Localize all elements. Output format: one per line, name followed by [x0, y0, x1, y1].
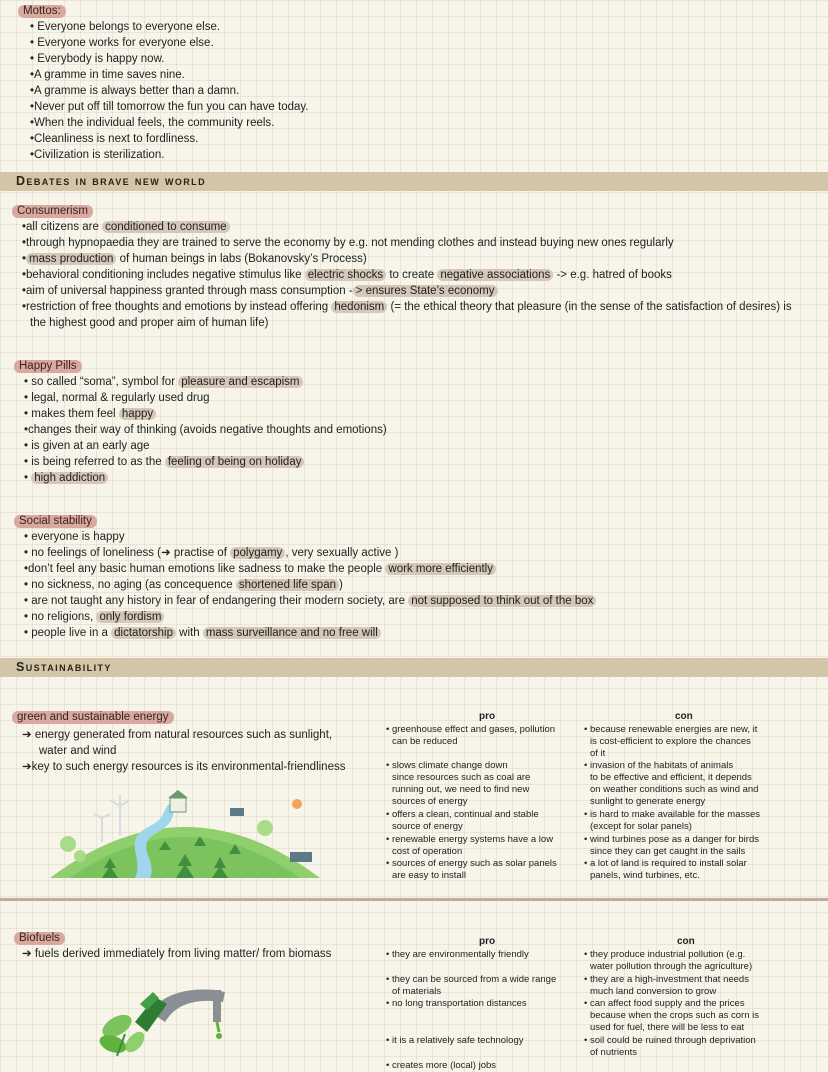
motto-item: •A gramme in time saves nine. [30, 69, 185, 81]
social-stability-item: • no feelings of loneliness (➜ practise of polygamy , very sexually active ) [24, 547, 399, 559]
mottos-tag: Mottos: [18, 5, 66, 18]
happy-pills-item: • makes them feel happy [24, 407, 156, 422]
happy-pills-item: • high addiction [24, 471, 108, 486]
biofuels-pro-item: • they can be sourced from a wide range of materials [386, 974, 557, 997]
green-energy-tag: green and sustainable energy [12, 711, 174, 724]
green-con-item: • a lot of land is required to install solar panels, wind turbines, etc. [584, 858, 747, 881]
biofuels-con-item: • they are a high-investment that needs much land conversion to grow [584, 974, 749, 997]
green-pro-item: • slows climate change down since resources such as coal are running out, we need to find new sources of energy [386, 760, 531, 807]
social-stability-item: • are not taught any history in fear of endangering their modern society, are not supposed to think out of the box [24, 594, 596, 609]
happy-pills-item: •changes their way of thinking (avoids negative thoughts and emotions) [24, 424, 387, 436]
motto-item: •Cleanliness is next to fordliness. [30, 133, 199, 145]
green-energy-illustration [40, 786, 330, 881]
motto-item: •Civilization is sterilization. [30, 149, 165, 161]
social-stability-item: •don’t feel any basic human emotions like sadness to make the people work more efficiently [24, 562, 496, 577]
green-pro-item: • renewable energy systems have a low cost of operation [386, 834, 554, 857]
biofuels-con-item: • they produce industrial pollution (e.g. water pollution through the agriculture) [584, 949, 753, 972]
green-pro-heading: pro [479, 711, 496, 722]
biofuels-pro-item: • it is a relatively safe technology [386, 1035, 524, 1046]
happy-pills-item: • so called “soma”, symbol for pleasure and escapism [24, 375, 303, 390]
section-divider [0, 898, 828, 901]
consumerism-item: •aim of universal happiness granted through mass consumption - > ensures State’s economy [22, 284, 498, 299]
green-energy-desc-cont: water and wind [39, 745, 117, 757]
green-pro-item: • offers a clean, continual and stable source of energy [386, 809, 539, 832]
social-stability-tag: Social stability [14, 515, 97, 528]
consumerism-item: •all citizens are conditioned to consume [22, 220, 230, 235]
section-header-debates: Debates in brave new world [0, 172, 828, 191]
motto-item: •Never put off till tomorrow the fun you can have today. [30, 101, 309, 113]
biofuels-pro-item: • no long transportation distances [386, 998, 527, 1009]
happy-pills-item: • legal, normal & regularly used drug [24, 392, 210, 404]
motto-item: • Everyone belongs to everyone else. [30, 21, 221, 33]
social-stability-item: • no sickness, no aging (as concequence shortened life span ) [24, 579, 343, 591]
biofuels-pro-item: • creates more (local) jobs [386, 1060, 497, 1071]
consumerism-item-cont: the highest good and proper aim of human life) [30, 317, 269, 329]
biofuels-con-heading: con [677, 936, 695, 947]
biofuels-pro-heading: pro [479, 936, 496, 947]
consumerism-item: •through hypnopaedia they are trained to serve the economy by e.g. not mending clothes and instead buying new ones regularly [22, 237, 674, 249]
green-con-item: • because renewable energies are new, it is cost-efficient to explore the chances of it [584, 724, 758, 759]
green-con-item: • invasion of the habitats of animals to be effective and efficient, it depends on weather conditions such as wind and sunlight to generate energy [584, 760, 759, 807]
motto-item: • Everyone works for everyone else. [30, 37, 214, 49]
green-con-heading: con [675, 711, 693, 722]
consumerism-item: •restriction of free thoughts and emotions by instead offering hedonism (= the ethical theory that pleasure (in the sense of the satisfaction of desires) is [22, 301, 792, 313]
biofuels-desc: ➔ fuels derived immediately from living matter/ from biomass [22, 948, 332, 960]
social-stability-item: • everyone is happy [24, 531, 125, 543]
happy-pills-tag: Happy Pills [14, 360, 82, 373]
section-header-sustainability: Sustainability [0, 658, 828, 677]
social-stability-item: • people live in a dictatorship with mass surveillance and no free will [24, 626, 381, 641]
green-energy-desc: ➔key to such energy resources is its environmental-friendliness [22, 761, 346, 773]
consumerism-item: • mass production of human beings in labs (Bokanovsky’s Process) [22, 253, 367, 265]
motto-item: •A gramme is always better than a damn. [30, 85, 240, 97]
green-energy-desc: ➔ energy generated from natural resources such as sunlight, [22, 729, 333, 741]
consumerism-item: •behavioral conditioning includes negative stimulus like electric shocks to create negative associations -> e.g. hatred of books [22, 269, 672, 281]
happy-pills-item: • is given at an early age [24, 440, 150, 452]
biofuel-nozzle-illustration [95, 982, 255, 1057]
happy-pills-item: • is being referred to as the feeling of being on holiday [24, 455, 304, 470]
biofuels-tag: Biofuels [14, 932, 65, 945]
motto-item: •When the individual feels, the community reels. [30, 117, 275, 129]
green-pro-item: • sources of energy such as solar panels are easy to install [386, 858, 557, 881]
green-con-item: • is hard to make available for the masses (except for solar panels) [584, 809, 761, 832]
biofuels-con-item: • can affect food supply and the prices because when the crops such as corn is used for fuel, there will be less to eat [584, 998, 759, 1033]
biofuels-con-item: • soil could be ruined through deprivation of nutrients [584, 1035, 756, 1058]
social-stability-item: • no religions, only fordism [24, 610, 164, 625]
motto-item: • Everybody is happy now. [30, 53, 165, 65]
green-pro-item: • greenhouse effect and gases, pollution can be reduced [386, 724, 556, 747]
consumerism-tag: Consumerism [12, 205, 93, 218]
green-con-item: • wind turbines pose as a danger for birds since they can get caught in the sails [584, 834, 759, 857]
biofuels-pro-item: • they are environmentally friendly [386, 949, 529, 960]
